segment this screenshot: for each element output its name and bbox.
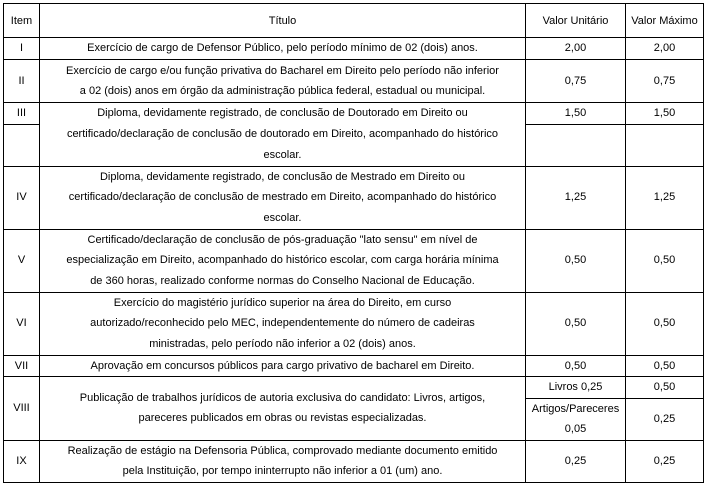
valor-unitario-cell: 1,25 (526, 166, 626, 229)
valor-unitario-cell: 0,25 (526, 440, 626, 482)
table-row (4, 440, 704, 482)
table-row (4, 103, 704, 125)
titulo-line: de 360 horas, realizado conforme normas do Conselho Nacional de Educação. (90, 274, 475, 287)
item-cell: VI (4, 292, 40, 355)
titulo-cell: Exercício de cargo de Defensor Público, pelo período mínimo de 02 (dois) anos. (40, 38, 526, 60)
titulo-line: Exercício de cargo e/ou função privativa do Bacharel em Direito pelo período não inferior (66, 64, 499, 77)
titulo-line: certificado/declaração de conclusão de mestrado em Direito, acompanhado do histórico (68, 191, 497, 204)
valor-maximo-artigos: 0,25 (626, 398, 704, 440)
titulo-line: ministradas, pelo período não inferior a 02 (dois) anos. (149, 337, 416, 350)
titulo-line: autorizado/reconhecido pelo MEC, independentemente do número de cadeiras (90, 317, 475, 330)
valor-unitario-cell: 0,50 (526, 229, 626, 292)
header-titulo: Título (40, 4, 526, 38)
valor-maximo-cell: 1,25 (626, 166, 704, 229)
table-row (4, 355, 704, 377)
valor-unitario-cell: 0,50 (526, 292, 626, 355)
titulo-cell-continuation (40, 124, 526, 166)
titulo-cell: Diploma, devidamente registrado, de conclusão de Doutorado em Direito ou (40, 103, 526, 125)
titulo-line: escolar. (263, 211, 302, 224)
item-cell: III (4, 103, 40, 125)
item-cell: V (4, 229, 40, 292)
valor-unitario-artigos (526, 398, 626, 440)
valor-maximo-cell: 0,50 (626, 229, 704, 292)
valor-unitario-cell: 0,75 (526, 60, 626, 103)
valor-maximo-cell: 0,25 (626, 440, 704, 482)
criteria-table (3, 3, 704, 483)
titulo-line: pareceres publicados em obras ou revistas especializadas. (138, 412, 427, 425)
valor-unitario-cell-empty (526, 124, 626, 166)
table-row (4, 38, 704, 60)
titulo-cell (40, 229, 526, 292)
titulo-cell (40, 166, 526, 229)
item-cell: II (4, 60, 40, 103)
titulo-line: Certificado/declaração de conclusão de pós-graduação "lato sensu" em nível de (87, 233, 478, 246)
item-cell: IV (4, 166, 40, 229)
item-cell: IX (4, 440, 40, 482)
valor-line: Artigos/Pareceres (531, 402, 620, 415)
table-row (4, 60, 704, 103)
valor-unitario-cell: 1,50 (526, 103, 626, 125)
header-row (4, 4, 704, 38)
item-cell: I (4, 38, 40, 60)
header-item: Item (4, 4, 40, 38)
titulo-line: escolar. (263, 148, 302, 161)
table-row (4, 229, 704, 292)
titulo-cell: Aprovação em concursos públicos para cargo privativo de bacharel em Direito. (40, 355, 526, 377)
titulo-cell (40, 292, 526, 355)
item-cell-empty (4, 124, 40, 166)
table-row (4, 166, 704, 229)
valor-maximo-livros: 0,50 (626, 377, 704, 399)
valor-maximo-cell: 0,75 (626, 60, 704, 103)
valor-unitario-cell: 0,50 (526, 355, 626, 377)
titulo-cell (40, 440, 526, 482)
valor-maximo-cell: 2,00 (626, 38, 704, 60)
valor-maximo-cell-empty (626, 124, 704, 166)
table-row (4, 292, 704, 355)
titulo-line: a 02 (dois) anos em órgão da administração pública federal, estadual ou municipal. (79, 85, 486, 97)
item-cell: VII (4, 355, 40, 377)
titulo-line: Diploma, devidamente registrado, de conclusão de Mestrado em Direito ou (99, 170, 466, 183)
item-cell: VIII (4, 377, 40, 441)
valor-maximo-cell: 1,50 (626, 103, 704, 125)
table-row-continuation (4, 124, 704, 166)
titulo-line: Exercício do magistério jurídico superior na área do Direito, em curso (113, 296, 452, 309)
titulo-line: certificado/declaração de conclusão de doutorado em Direito, acompanhado do histórico (66, 128, 499, 141)
titulo-cell (40, 377, 526, 441)
valor-unitario-livros: Livros 0,25 (526, 377, 626, 399)
titulo-line: Realização de estágio na Defensoria Pública, comprovado mediante documento emitido (67, 444, 498, 457)
valor-line: 0,05 (564, 423, 587, 435)
header-valor-maximo: Valor Máximo (626, 4, 704, 38)
table-row (4, 377, 704, 399)
titulo-line: pela Instituição, por tempo ininterrupto não inferior a 01 (um) ano. (122, 465, 443, 477)
titulo-line: Publicação de trabalhos jurídicos de autoria exclusiva do candidato: Livros, artigos, (79, 391, 486, 404)
valor-maximo-cell: 0,50 (626, 292, 704, 355)
valor-maximo-cell: 0,50 (626, 355, 704, 377)
header-valor-unitario: Valor Unitário (526, 4, 626, 38)
valor-unitario-cell: 2,00 (526, 38, 626, 60)
titulo-cell (40, 60, 526, 103)
titulo-line: especialização em Direito, acompanhado do histórico escolar, com carga horária mínima (66, 254, 499, 267)
